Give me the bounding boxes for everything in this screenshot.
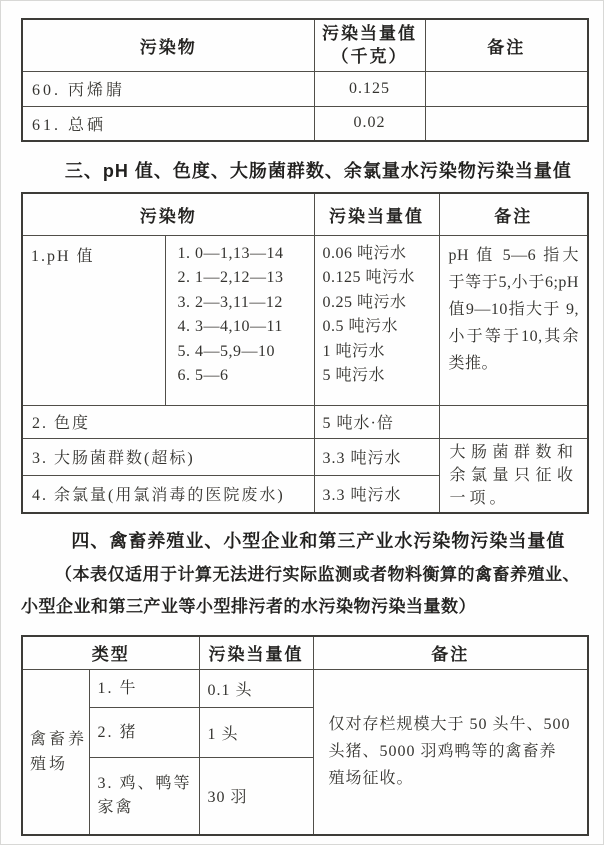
- ph-value-item: 5 吨污水: [322, 367, 386, 384]
- pollutant-note-cell: [425, 106, 588, 141]
- ph-range-item: 5. 4—5,9—10: [177, 342, 275, 360]
- header-equivalent-value-line2: （千克）: [331, 47, 408, 67]
- livestock-table: [21, 635, 589, 836]
- table-header-row: [22, 193, 588, 235]
- intro-line1: （本表仅适用于计算无法进行实际监测或者物料衡算的禽畜养殖业、: [55, 564, 580, 584]
- ph-value-item: 0.125 吨污水: [322, 269, 416, 286]
- animal-name-cell: 1. 牛: [89, 670, 199, 708]
- ph-range-item: 3. 2—3,11—12: [177, 293, 283, 311]
- pollutant-name-cell: 60. 丙烯腈: [22, 71, 314, 106]
- ph-value-item: 0.5 吨污水: [322, 318, 399, 335]
- pollutant-note-cell: [425, 71, 588, 106]
- pollutant-value-cell: 0.02: [314, 106, 425, 141]
- coliform-value-cell: 3.3 吨污水: [314, 438, 439, 475]
- animal-value-cell: 30 羽: [199, 758, 313, 835]
- ph-range-list-cell: [165, 235, 314, 405]
- livestock-intro-paragraph: [21, 559, 587, 623]
- header-note: 备注: [313, 636, 588, 670]
- livestock-group-cell: 禽畜养殖场: [22, 670, 89, 835]
- chlorine-name-cell: 4. 余氯量(用氯消毒的医院废水): [22, 475, 314, 512]
- table-row-selenium: [22, 106, 588, 141]
- table-row-chroma: [22, 405, 588, 438]
- chlorine-value-cell: 3.3 吨污水: [314, 475, 439, 512]
- animal-name-cell: 3. 鸡、鸭等家禽: [89, 758, 199, 835]
- section-title-livestock: 四、禽畜养殖业、小型企业和第三产业水污染物污染当量值: [71, 530, 566, 551]
- chroma-value-cell: 5 吨水·倍: [314, 405, 439, 438]
- header-equivalent-value: 污染当量值: [199, 636, 313, 670]
- animal-value-cell: 0.1 头: [199, 670, 313, 708]
- chroma-note-cell: [439, 405, 588, 438]
- header-equivalent-value: 污染当量值: [314, 193, 439, 235]
- table-row-ph: [22, 235, 588, 405]
- header-equivalent-value-kg: [314, 19, 425, 71]
- livestock-note-cell: 仅对存栏规模大于 50 头牛、500头猪、5000 羽鸡鸭等的禽畜养殖场征收。: [313, 670, 588, 835]
- ph-value-item: 0.06 吨污水: [322, 244, 407, 262]
- animal-name-cell: 2. 猪: [89, 708, 199, 758]
- ph-note-cell: pH 值 5—6 指大于等于5,小于6;pH 值9—10指大于 9,小于等于10,其余类推。: [439, 235, 588, 405]
- pollutant-value-cell: 0.125: [314, 71, 425, 106]
- ph-value-item: 0.25 吨污水: [322, 293, 407, 311]
- table-row-coliform: [22, 438, 588, 475]
- chroma-name-cell: 2. 色度: [22, 405, 314, 438]
- header-type: 类型: [22, 636, 199, 670]
- ph-range-item: 2. 1—2,12—13: [177, 269, 284, 286]
- pollutant-name-cell: 61. 总硒: [22, 106, 314, 141]
- header-pollutant: 污染物: [22, 193, 314, 235]
- table-header-row: [22, 19, 588, 71]
- coliform-chlorine-note-cell: 大肠菌群数和余氯量只征收一项。: [439, 438, 588, 513]
- animal-value-cell: 1 头: [199, 708, 313, 758]
- header-note: 备注: [439, 193, 588, 235]
- table-row-acrylonitrile: [22, 71, 588, 106]
- ph-range-item: 1. 0—1,13—14: [177, 244, 284, 262]
- header-equivalent-value-line1: 污染当量值: [322, 24, 417, 44]
- coliform-name-cell: 3. 大肠菌群数(超标): [22, 438, 314, 475]
- ph-value-item: 1 吨污水: [322, 342, 386, 360]
- table-header-row: [22, 636, 588, 670]
- ph-value-list-cell: [314, 235, 439, 405]
- header-pollutant: 污染物: [22, 19, 314, 71]
- table-row-cattle: [22, 670, 588, 708]
- section-title-ph: 三、pH 值、色度、大肠菌群数、余氯量水污染物污染当量值: [64, 161, 572, 181]
- ph-name-cell: 1.pH 值: [22, 235, 165, 405]
- intro-line2: 小型企业和第三产业等小型排污者的水污染物污染当量数）: [21, 596, 476, 616]
- ph-range-item: 4. 3—4,10—11: [177, 318, 283, 335]
- ph-table: [21, 192, 589, 514]
- pollutant-kg-table: [21, 18, 589, 142]
- header-note: 备注: [425, 19, 588, 71]
- ph-range-item: 6. 5—6: [177, 367, 229, 384]
